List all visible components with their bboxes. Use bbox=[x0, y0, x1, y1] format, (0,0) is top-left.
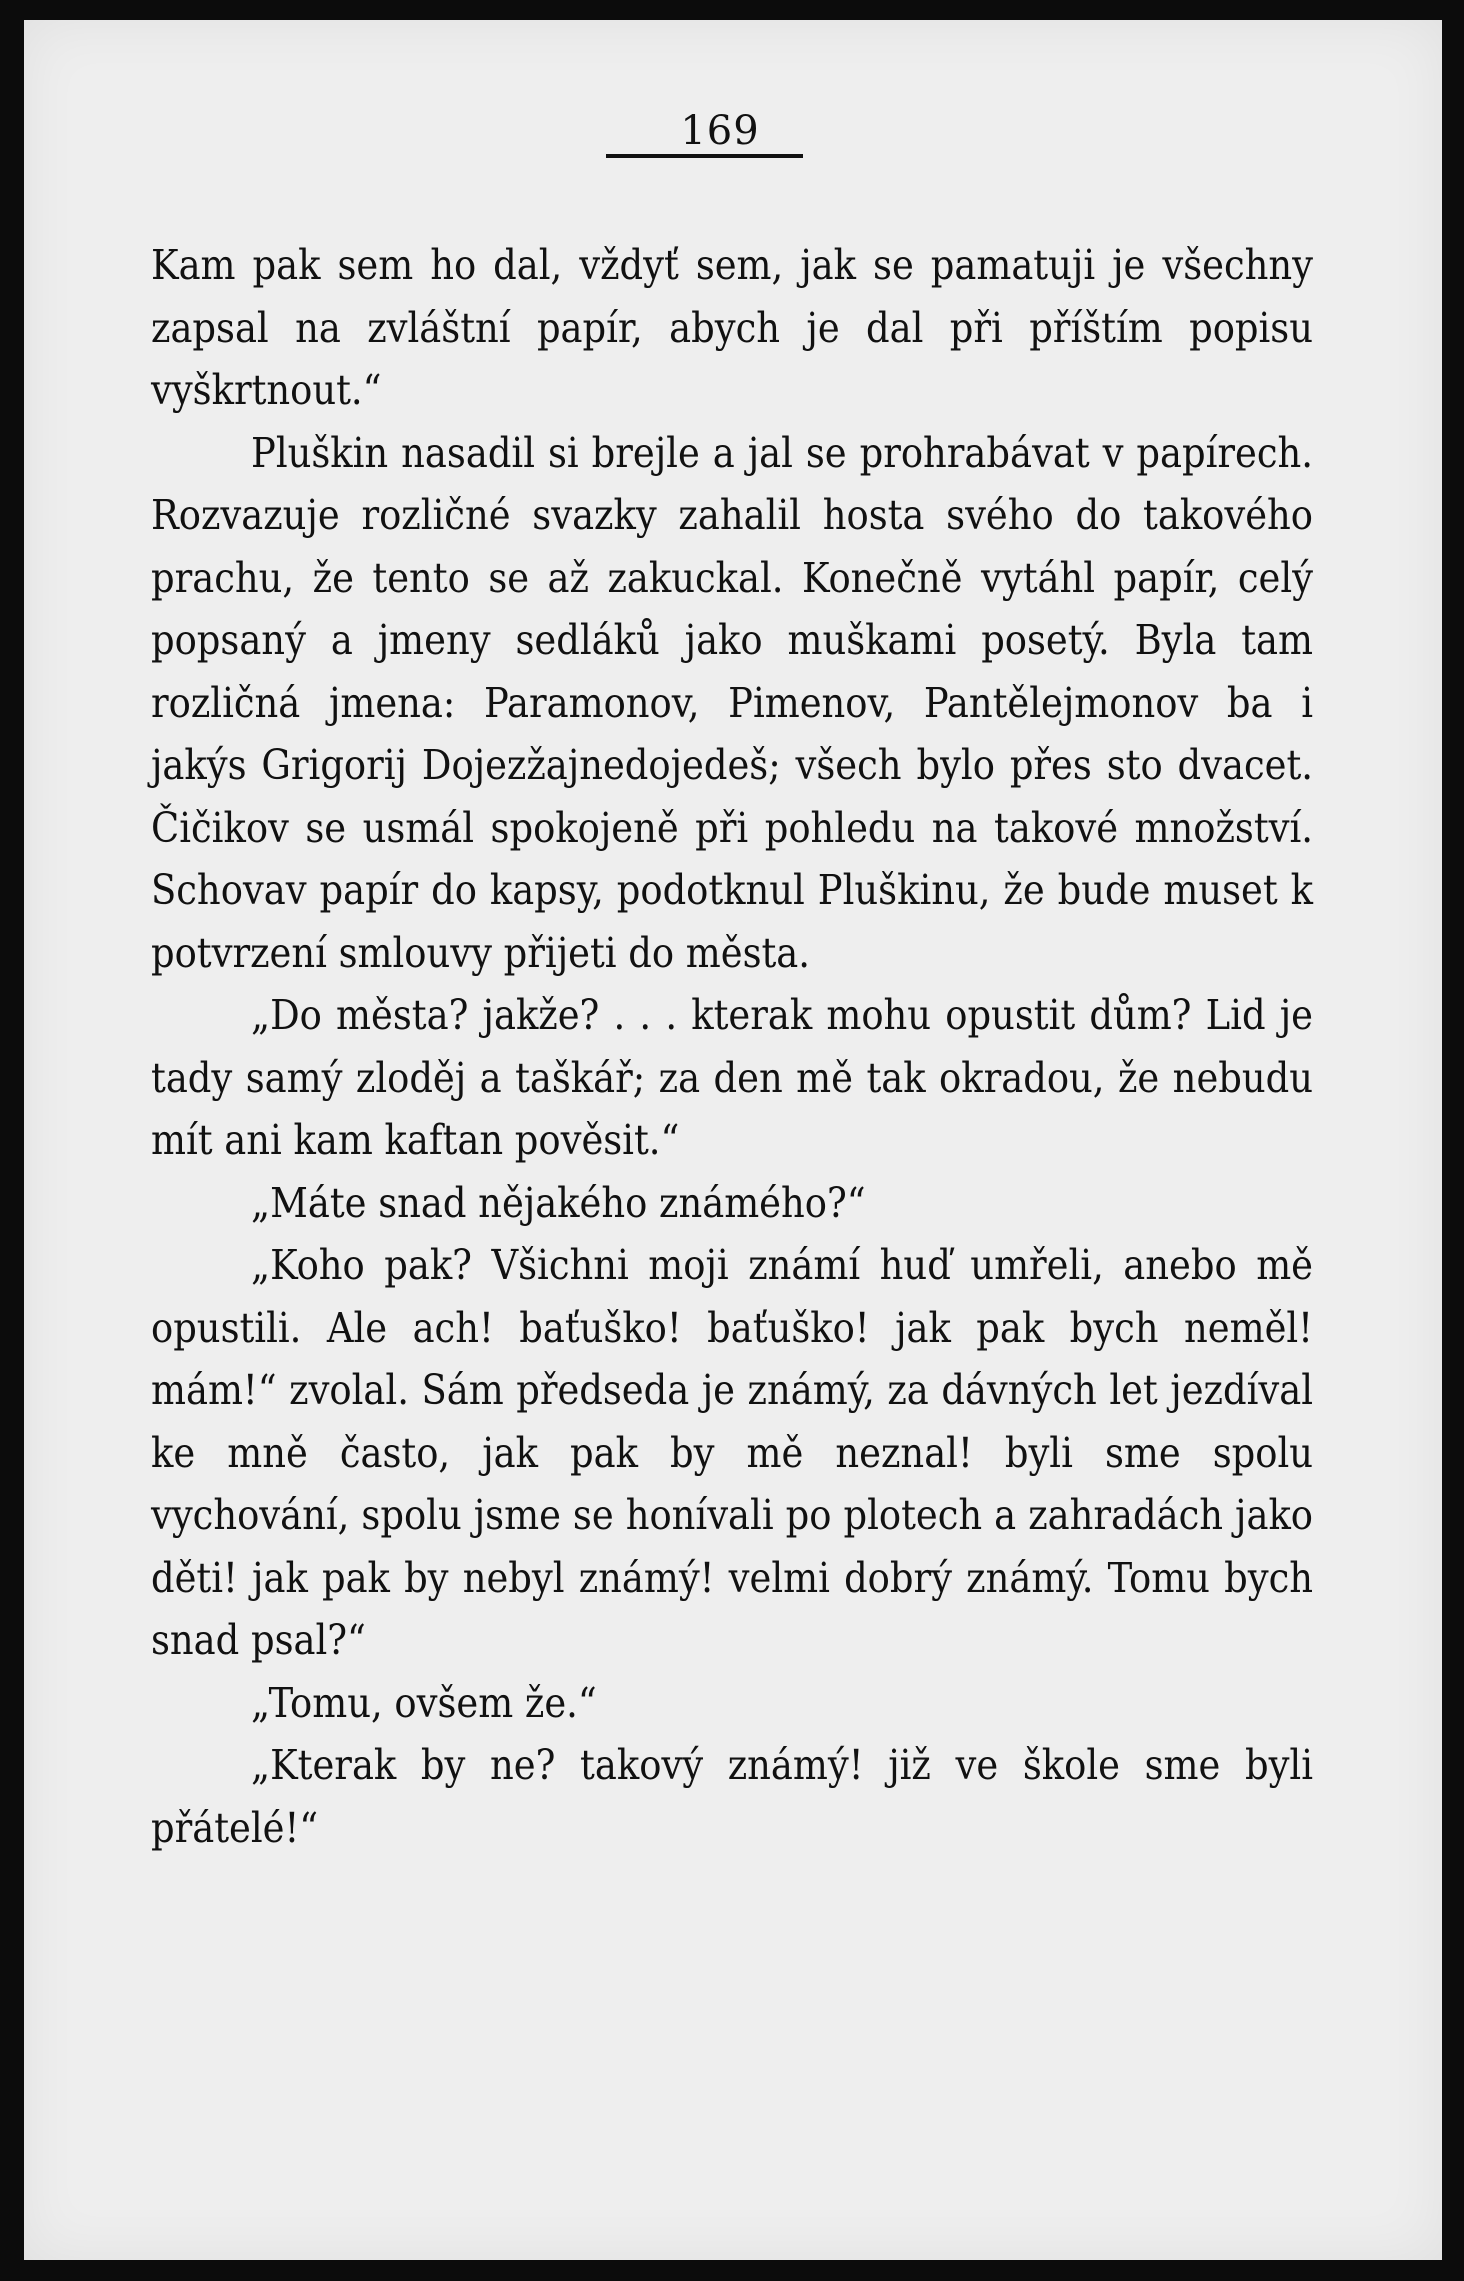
book-page bbox=[24, 20, 1442, 2260]
paragraph-3: „Do města? jakže? . . . kterak mohu opustit dům? Lid je tady samý zloděj a taškář; za den mě tak okradou, že nebudu mít ani kam kaftan pověsit.“ bbox=[151, 991, 1313, 1164]
header-rule bbox=[606, 154, 803, 158]
paragraph-2: Pluškin nasadil si brejle a jal se prohrabávat v papírech. Rozvazuje rozličné svazky zahalil hosta svého do takového prachu, že tento se až zakuckal. Konečně vytáhl papír, celý popsaný a jmeny sedláků jako muškami posetý. Byla tam rozličná jmena: Paramonov, Pimenov, Pantělejmonov ba i jakýs Grigorij Dojezžajnedojedeš; všech bylo přes sto dvacet. Čičikov se usmál spokojeně při pohledu na takové množství. Schovav papír do kapsy, podotknul Pluškinu, že bude muset k potvrzení smlouvy přijeti do města. bbox=[151, 428, 1313, 977]
body-text bbox=[151, 234, 1313, 1859]
paragraph-6: „Tomu, ovšem že.“ bbox=[251, 1678, 597, 1727]
paragraph-7: „Kterak by ne? takový známý! již ve škole sme byli přátelé!“ bbox=[151, 1741, 1313, 1852]
page-number: 169 bbox=[680, 108, 760, 154]
paragraph-4: „Máte snad nějakého známého?“ bbox=[251, 1178, 866, 1227]
paragraph-1: Kam pak sem ho dal, vždyť sem, jak se pamatuji je všechny zapsal na zvláštní papír, abych je dal při příštím popisu vyškrtnout.“ bbox=[151, 241, 1313, 414]
paragraph-5: „Koho pak? Všichni moji známí huď umřeli, anebo mě opustili. Ale ach! baťuško! baťuško! jak pak bych neměl! mám!“ zvolal. Sám předseda je známý, za dávných let jezdíval ke mně často, jak pak by mě neznal! byli sme spolu vychování, spolu jsme se honívali po plotech a zahradách jako děti! jak pak by nebyl známý! velmi dobrý známý. Tomu bych snad psal?“ bbox=[151, 1241, 1313, 1664]
page-header bbox=[24, 108, 1442, 154]
